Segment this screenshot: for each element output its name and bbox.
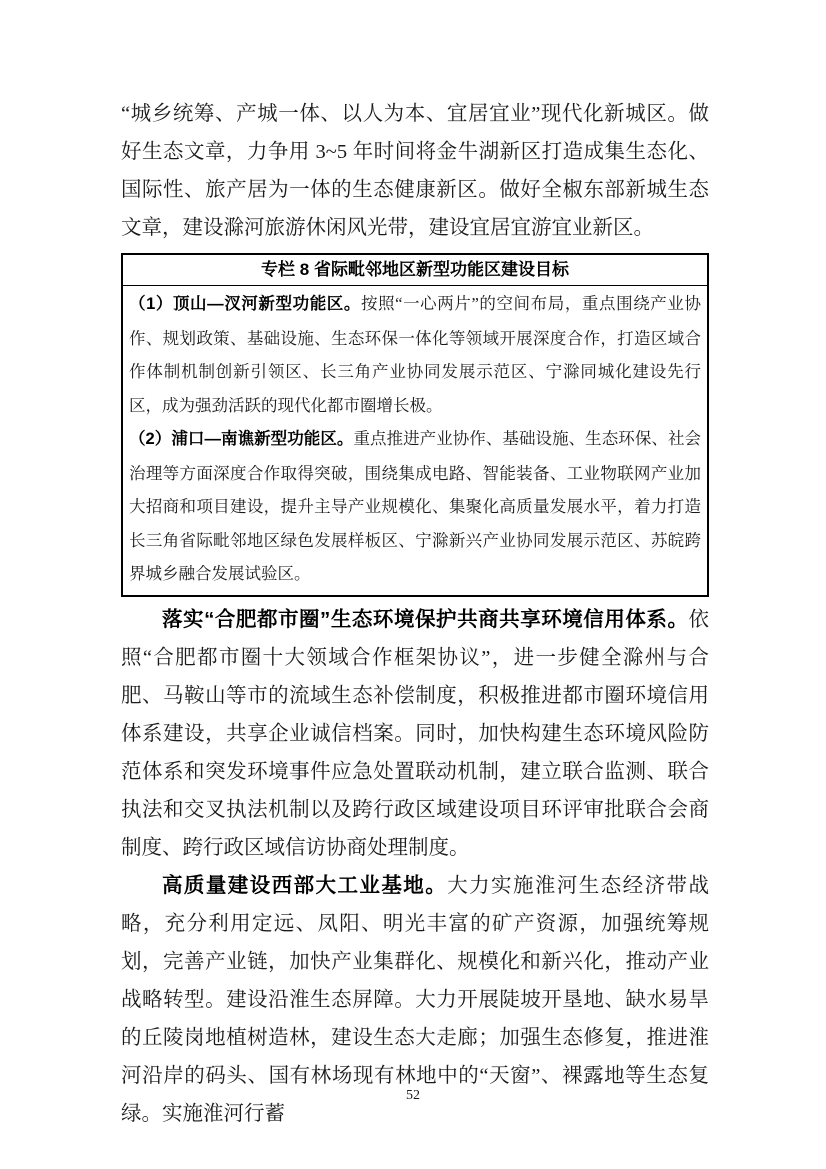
callout-box-zhuanlan-8 (121, 253, 709, 597)
callout-box-body (123, 286, 707, 595)
box-item-2-text: 重点推进产业协作、基础设施、生态环保、社会治理等方面深度合作取得突破，围绕集成电路、智能装备、工业物联网产业加大招商和项目建设，提升主导产业规模化、集聚化高质量发展水平，着力打造长三角省际毗邻地区绿色发展样板区、宁滁新兴产业协同发展示范区、苏皖跨界城乡融合发展试验区。 (129, 429, 702, 583)
paragraph-text: 依照“合肥都市圈十大领域合作框架协议”，进一步健全滁州与合肥、马鞍山等市的流域生态补偿制度，积极推进都市圈环境信用体系建设，共享企业诚信档案。同时，加快构建生态环境风险防范体系和突发环境事件应急处置联动机制，建立联合监测、联合执法和交叉执法机制以及跨行政区域建设项目环评审批联合会商制度、跨行政区域信访协商处理制度。 (121, 608, 709, 859)
paragraph-lead: 高质量建设西部大工业基地。 (162, 873, 448, 897)
paragraph-hefei-metro-circle (121, 601, 709, 867)
paragraph-lead: 落实“合肥都市圈”生态环境保护共商共享环境信用体系。 (162, 607, 689, 631)
box-item-2-lead: （2）浦口—南谯新型功能区。 (129, 430, 354, 448)
box-item-1-text: 按照“一心两片”的空间布局，重点围绕产业协作、规划政策、基础设施、生态环保一体化等领域开展深度合作，打造区域合作体制机制创新引领区、长三角产业协同发展示范区、宁滁同城化建设先行区，成为强劲活跃的现代化都市圈增长极。 (129, 294, 701, 415)
page-number: 52 (406, 1088, 420, 1103)
paragraph-continuation (121, 95, 709, 247)
box-item-1-lead: （1）顶山—汊河新型功能区。 (129, 295, 361, 313)
box-item-2 (129, 422, 701, 591)
callout-box-title: 专栏 8 省际毗邻地区新型功能区建设目标 (123, 255, 707, 286)
page-content (121, 95, 709, 1133)
box-item-1 (129, 287, 701, 422)
paragraph-text: “城乡统筹、产城一体、以人为本、宜居宜业”现代化新城区。做好生态文章，力争用 3~5 年时间将金牛湖新区打造成集生态化、国际性、旅产居为一体的生态健康新区。做好全椒东部新城生态文章，建设滁河旅游休闲风光带，建设宜居宜游宜业新区。 (121, 103, 709, 239)
paragraph-text: 大力实施淮河生态经济带战略，充分利用定远、凤阳、明光丰富的矿产资源，加强统筹规划，完善产业链，加快产业集群化、规模化和新兴化，推动产业战略转型。建设沿淮生态屏障。大力开展陡坡开垦地、缺水易旱的丘陵岗地植树造林，建设生态大走廊；加强生态修复，推进淮河沿岸的码头、国有林场现有林地中的“天窗”、裸露地等生态复绿。实施淮河行蓄 (121, 874, 709, 1125)
